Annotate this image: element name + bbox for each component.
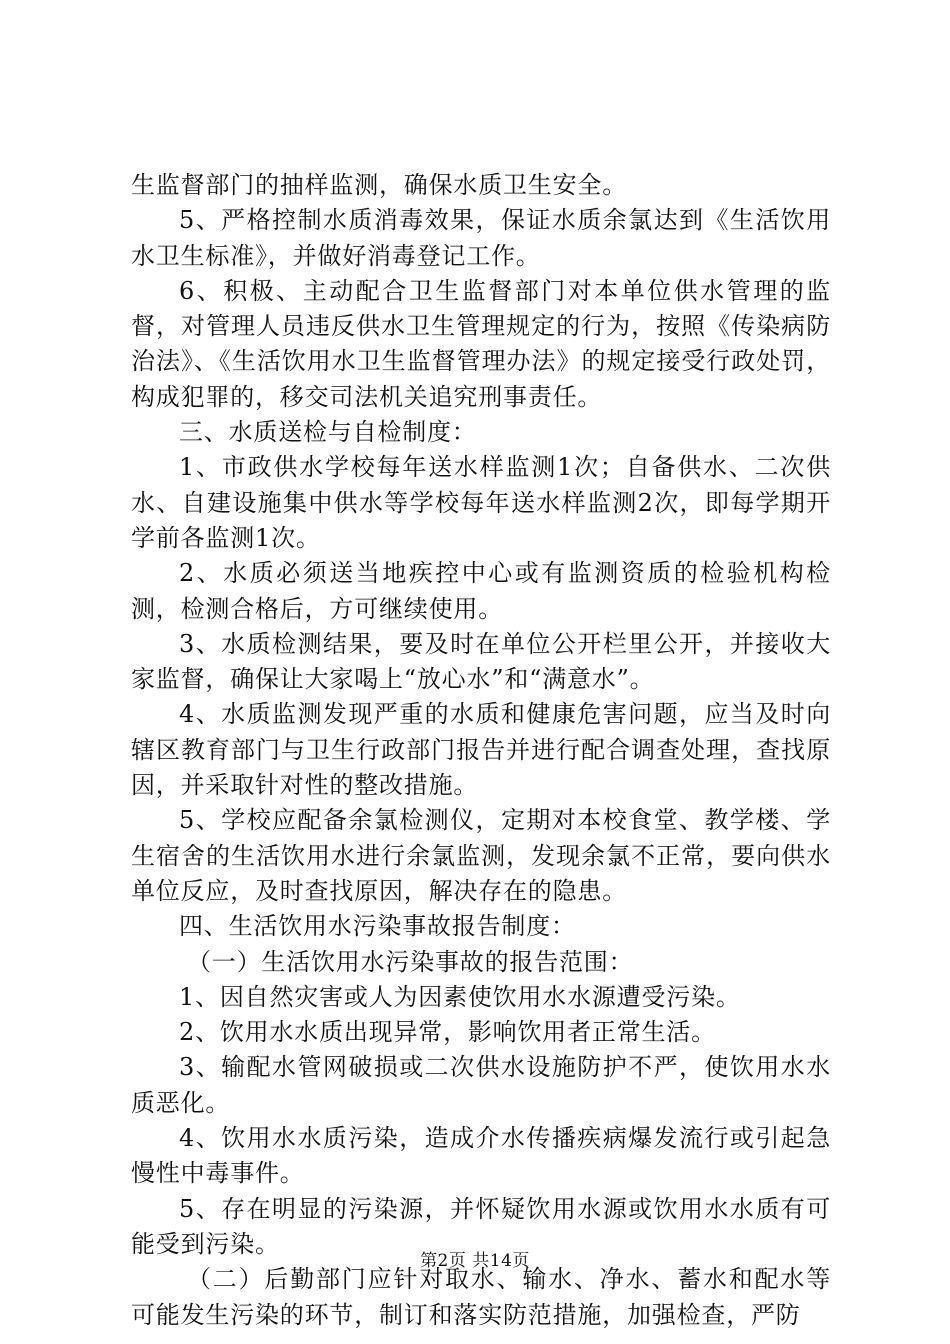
paragraph: 1、市政供水学校每年送水样监测1次；自备供水、二次供水、自建设施集中供水等学校每年送水样监测2次，即每学期开学前各监测1次。 [131, 453, 831, 552]
paragraph: 3、输配水管网破损或二次供水设施防护不严，使饮用水水质恶化。 [131, 1053, 831, 1117]
paragraph: （二）后勤部门应针对取水、输水、净水、蓄水和配水等可能发生污染的环节，制订和落实防范措施，加强检查，严防 [131, 1265, 831, 1329]
paragraph: （一）生活饮用水污染事故的报告范围： [187, 947, 634, 976]
paragraph: 1、因自然灾害或人为因素使饮用水水源遭受污染。 [179, 982, 741, 1011]
paragraph: 2、饮用水水质出现异常，影响饮用者正常生活。 [179, 1018, 716, 1047]
paragraph: 5、存在明显的污染源，并怀疑饮用水源或饮用水水质有可能受到污染。 [131, 1194, 831, 1258]
page-footer: 第2页 共14页 [420, 1251, 530, 1271]
paragraph: 4、饮用水水质污染，造成介水传播疾病爆发流行或引起急慢性中毒事件。 [131, 1124, 831, 1188]
paragraph: 6、积极、主动配合卫生监督部门对本单位供水管理的监督，对管理人员违反供水卫生管理规定的行为，按照《传染病防治法》、《生活饮用水卫生监督管理办法》的规定接受行政处罚，构成犯罪的，移交司法机关追究刑事责任。 [131, 276, 831, 411]
document-body [131, 168, 831, 1333]
paragraph: 5、学校应配备余氯检测仪，定期对本校食堂、教学楼、学生宿舍的生活饮用水进行余氯监测，发现余氯不正常，要向供水单位反应，及时查找原因，解决存在的隐患。 [131, 806, 831, 905]
paragraph: 四、生活饮用水污染事故报告制度： [179, 912, 576, 941]
paragraph: 2、水质必须送当地疾控中心或有监测资质的检验机构检测，检测合格后，方可继续使用。 [131, 559, 831, 623]
paragraph: 5、严格控制水质消毒效果，保证水质余氯达到《生活饮用水卫生标准》，并做好消毒登记工作。 [131, 206, 831, 270]
paragraph: 生监督部门的抽样监测，确保水质卫生安全。 [131, 171, 627, 199]
paragraph: 三、水质送检与自检制度： [179, 418, 477, 447]
paragraph: 4、水质监测发现严重的水质和健康危害问题，应当及时向辖区教育部门与卫生行政部门报告并进行配合调查处理，查找原因，并采取针对性的整改措施。 [131, 700, 831, 800]
paragraph: 3、水质检测结果，要及时在单位公开栏里公开，并接收大家监督，确保让大家喝上“放心水”和“满意水”。 [131, 629, 831, 694]
